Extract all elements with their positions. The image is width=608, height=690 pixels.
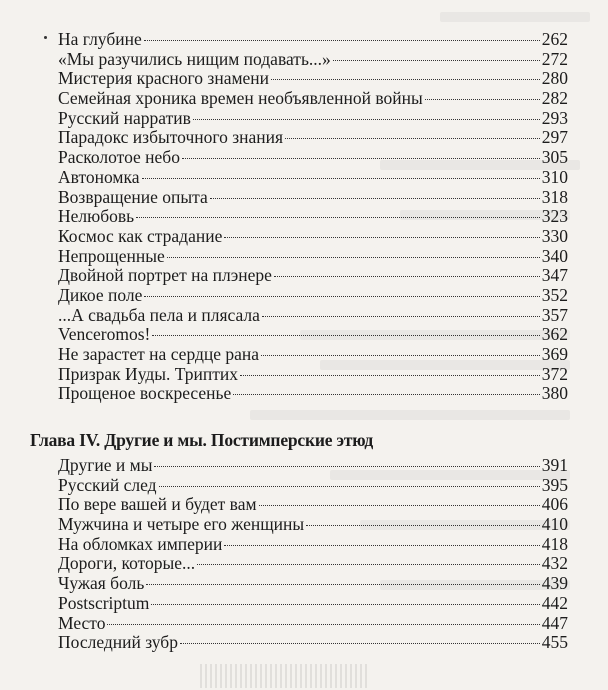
toc-entry-title: Расколотое небо <box>58 147 180 168</box>
toc-entry-page: 272 <box>541 48 568 69</box>
toc-entry-title: ...А свадьба пела и плясала <box>58 304 260 325</box>
toc-entry-page: 439 <box>541 573 568 594</box>
toc-entry[interactable] <box>58 247 568 267</box>
toc-entry-page: 442 <box>541 592 568 613</box>
dot-leader <box>167 257 540 258</box>
dot-leader <box>197 564 540 565</box>
dot-leader <box>152 335 539 336</box>
toc-entry-page: 455 <box>541 632 568 653</box>
dot-leader <box>333 60 540 61</box>
toc-entry-title: Последний зубр <box>58 632 178 653</box>
toc-entry-title: На обломках империи <box>58 533 223 554</box>
toc-entry-page: 362 <box>541 324 568 345</box>
dot-leader <box>144 40 540 41</box>
toc-entry-title: Непрощенные <box>58 245 165 266</box>
toc-entry[interactable] <box>58 554 568 574</box>
toc-entry-page: 391 <box>541 455 568 475</box>
toc-entry[interactable] <box>58 535 568 555</box>
toc-entry-title: «Мы разучились нищим подавать...» <box>58 48 331 69</box>
toc-entry-title: Не зарастет на сердце рана <box>58 344 260 364</box>
toc-entry-title: Парадокс избыточного знания <box>58 127 284 148</box>
toc-entry[interactable] <box>58 325 568 345</box>
dot-leader <box>240 375 540 376</box>
toc-entry[interactable] <box>58 594 568 614</box>
toc-entry-title: Дороги, которые... <box>58 553 196 574</box>
toc-entry[interactable] <box>58 365 568 385</box>
dot-leader <box>274 276 540 277</box>
dot-leader <box>271 79 540 80</box>
toc-entry-title: Дикое поле <box>58 284 143 305</box>
toc-entry[interactable] <box>58 345 568 365</box>
dot-leader <box>262 316 540 317</box>
toc-entry-page: 310 <box>541 166 568 187</box>
toc-entry-title: Другие и мы <box>58 455 153 475</box>
dot-leader <box>146 584 539 585</box>
toc-entry[interactable] <box>58 69 568 89</box>
toc-entry[interactable] <box>58 614 568 634</box>
toc-entry[interactable] <box>58 109 568 129</box>
toc-entry[interactable] <box>58 148 568 168</box>
toc-entry-page: 432 <box>541 553 568 574</box>
toc-entry[interactable] <box>58 168 568 188</box>
dot-leader <box>306 525 540 526</box>
toc-entry[interactable] <box>58 476 568 496</box>
toc-entry-title: Место <box>58 612 106 633</box>
toc-entry-title: Прощеное воскресенье <box>58 383 232 404</box>
toc-entry-page: 410 <box>541 514 568 535</box>
toc-entry[interactable] <box>58 384 568 404</box>
toc-entry-title: Автономка <box>58 166 140 187</box>
toc-entry-page: 372 <box>541 363 568 384</box>
toc-entry[interactable] <box>58 227 568 247</box>
dot-leader <box>425 99 540 100</box>
toc-entry-title: Мистерия красного знамени <box>58 68 270 89</box>
toc-entry[interactable] <box>58 188 568 208</box>
toc-entry-page: 357 <box>541 304 568 325</box>
toc-entry-title: Postscriptum <box>58 592 150 613</box>
dot-leader <box>159 486 540 487</box>
dot-leader <box>136 217 540 218</box>
toc-entry[interactable] <box>58 574 568 594</box>
dot-leader <box>144 296 539 297</box>
toc-entry-title: Русский след <box>58 474 157 495</box>
dot-leader <box>224 545 539 546</box>
toc-entry[interactable] <box>58 515 568 535</box>
toc-entry-page: 447 <box>541 612 568 633</box>
toc-entry[interactable] <box>58 128 568 148</box>
toc-entry-page: 380 <box>541 383 568 404</box>
toc-entry-title: Venceromos! <box>58 324 151 345</box>
toc-entry-page: 347 <box>541 265 568 286</box>
toc-entry[interactable] <box>58 495 568 515</box>
chapter-entries <box>58 456 568 653</box>
dot-leader <box>285 138 540 139</box>
toc-entry-page: 262 <box>541 29 568 49</box>
toc-entry-title: Возвращение опыта <box>58 186 208 207</box>
toc-entry-page: 297 <box>541 127 568 148</box>
toc-entry-page: 369 <box>541 344 568 364</box>
toc-entry-page: 395 <box>541 474 568 495</box>
dot-leader <box>210 198 540 199</box>
dot-leader <box>261 355 540 356</box>
dot-leader <box>154 466 539 467</box>
toc-entry[interactable] <box>58 286 568 306</box>
toc-entry-page: 318 <box>541 186 568 207</box>
toc-entry-title: На глубине <box>58 29 142 49</box>
toc-entry-page: 293 <box>541 107 568 128</box>
toc-entry-title: Двойной портрет на плэнере <box>58 265 272 286</box>
toc-entry-page: 352 <box>541 284 568 305</box>
toc-entry-title: Космос как страдание <box>58 225 223 246</box>
toc-entry-page: 323 <box>541 206 568 227</box>
toc-entry-page: 305 <box>541 147 568 168</box>
toc-entry-title: Семейная хроника времен необъявленной войны <box>58 88 423 109</box>
toc-entry-page: 280 <box>541 68 568 89</box>
toc-entry-title: Нелюбовь <box>58 206 135 227</box>
toc-entry-page: 330 <box>541 225 568 246</box>
dot-leader <box>233 394 539 395</box>
toc-entry-page: 418 <box>541 533 568 554</box>
toc-entry-title: Чужая боль <box>58 573 145 594</box>
dot-leader <box>151 604 539 605</box>
chapter-heading[interactable]: Глава IV. Другие и мы. Постимперские этюд <box>30 430 374 450</box>
toc-entry-title: Мужчина и четыре его женщины <box>58 514 305 535</box>
dot-leader <box>259 505 540 506</box>
toc-entry-page: 406 <box>541 494 568 515</box>
toc-entry-title: Призрак Иуды. Триптих <box>58 363 239 384</box>
table-of-contents <box>58 30 568 404</box>
dot-leader <box>142 178 540 179</box>
dot-leader <box>182 158 540 159</box>
toc-entry-page: 282 <box>541 88 568 109</box>
dot-leader <box>180 643 540 644</box>
toc-entry[interactable] <box>58 30 568 50</box>
toc-entry[interactable] <box>58 207 568 227</box>
toc-entry-page: 340 <box>541 245 568 266</box>
dot-leader <box>107 624 539 625</box>
dot-leader <box>193 119 540 120</box>
dot-leader <box>224 237 539 238</box>
toc-entry[interactable] <box>58 306 568 326</box>
toc-entry-title: По вере вашей и будет вам <box>58 494 257 515</box>
toc-entry[interactable] <box>58 633 568 653</box>
toc-entry[interactable] <box>58 266 568 286</box>
toc-entry[interactable] <box>58 50 568 70</box>
toc-entry-title: Русский нарратив <box>58 107 191 128</box>
toc-entry[interactable] <box>58 89 568 109</box>
toc-entry[interactable] <box>58 456 568 476</box>
